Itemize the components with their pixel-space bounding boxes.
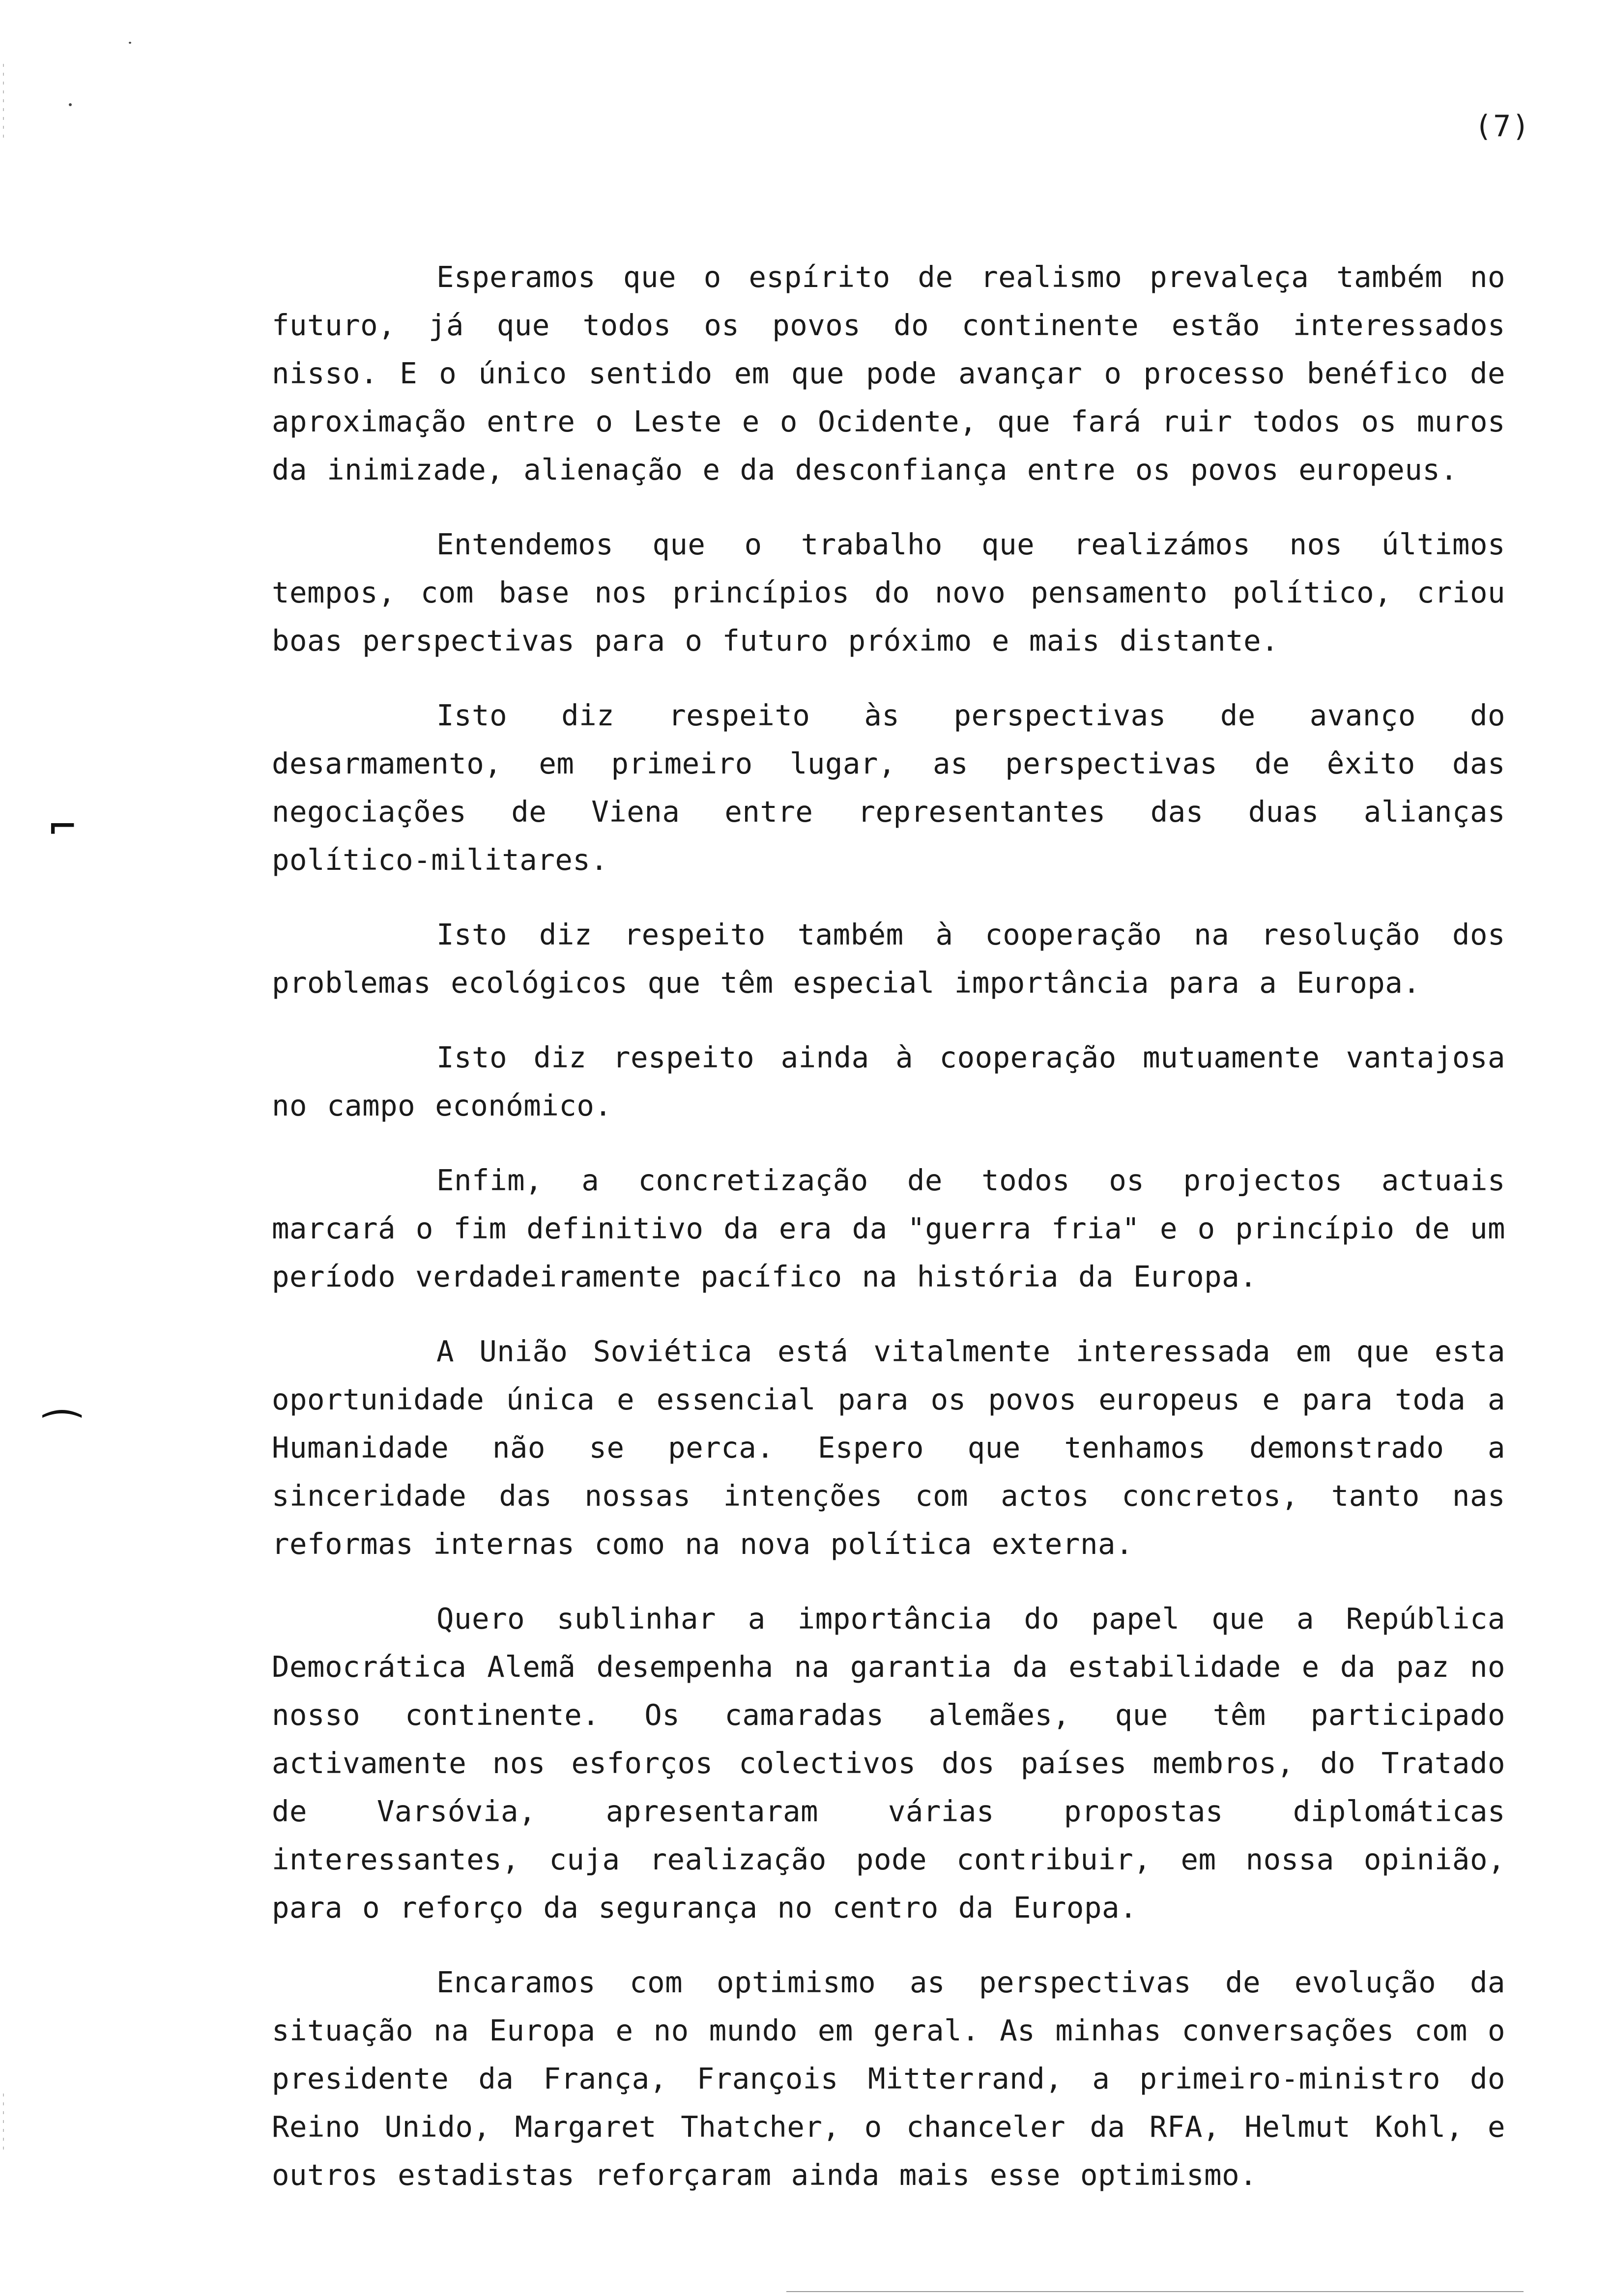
paragraph: Enfim, a concretização de todos os projectos actuais marcará o fim definitivo da era da "guerra fria" e o princípio de um período verdadeiramente pacífico na história da Europa.	[272, 1163, 1505, 1293]
scan-bottom-edge	[786, 2291, 1524, 2292]
margin-bracket-mark: ⁀	[44, 1410, 80, 1462]
paragraph: Isto diz respeito também à cooperação na resolução dos problemas ecológicos que têm especial importância para a Europa.	[272, 918, 1505, 1000]
paragraph: Isto diz respeito ainda à cooperação mutuamente vantajosa no campo económico.	[272, 1040, 1505, 1122]
paragraph: Encaramos com optimismo as perspectivas de evolução da situação na Europa e no mundo em geral. As minhas conversações com o presidente da França, François Mitterrand, a primeiro-ministro do Reino Unido, Margaret Thatcher, o chanceler da RFA, Helmut Kohl, e outros estadistas reforçaram ainda mais esse optimismo.	[272, 1965, 1505, 2192]
paragraph: Quero sublinhar a importância do papel que a República Democrática Alemã desempenha na garantia da estabilidade e da paz no nosso continente. Os camaradas alemães, que têm participado activamente nos esforços colectivos dos países membros, do Tratado de Varsóvia, apresentaram várias propostas diplomáticas interessantes, cuja realização pode contribuir, em nossa opinião, para o reforço da segurança no centro da Europa.	[272, 1602, 1505, 1924]
paragraph: A União Soviética está vitalmente interessada em que esta oportunidade única e essencial para os povos europeus e para toda a Humanidade não se perca. Espero que tenhamos demonstrado a sinceridade das nossas intenções com actos concretos, tanto nas reformas internas como na nova política externa.	[272, 1334, 1505, 1561]
paragraph: Entendemos que o trabalho que realizámos nos últimos tempos, com base nos princípios do novo pensamento político, criou boas perspectivas para o futuro próximo e mais distante.	[272, 527, 1505, 658]
scan-speck	[69, 103, 72, 106]
scan-edge-mark	[3, 64, 4, 138]
document-body	[272, 253, 1505, 2226]
scan-speck	[129, 42, 131, 44]
page-number: (7)	[1474, 109, 1531, 144]
scan-edge-mark	[3, 2094, 4, 2152]
paragraph: Esperamos que o espírito de realismo prevaleça também no futuro, já que todos os povos do continente estão interessados nisso. E o único sentido em que pode avançar o processo benéfico de aproximação entre o Leste e o Ocidente, que fará ruir todos os muros da inimizade, alienação e da desconfiança entre os povos europeus.	[272, 260, 1505, 487]
paragraph: Isto diz respeito às perspectivas de avanço do desarmamento, em primeiro lugar, as perspectivas de êxito das negociações de Viena entre representantes das duas alianças político-militares.	[272, 698, 1505, 877]
margin-bracket-mark: ⌐	[49, 801, 76, 853]
